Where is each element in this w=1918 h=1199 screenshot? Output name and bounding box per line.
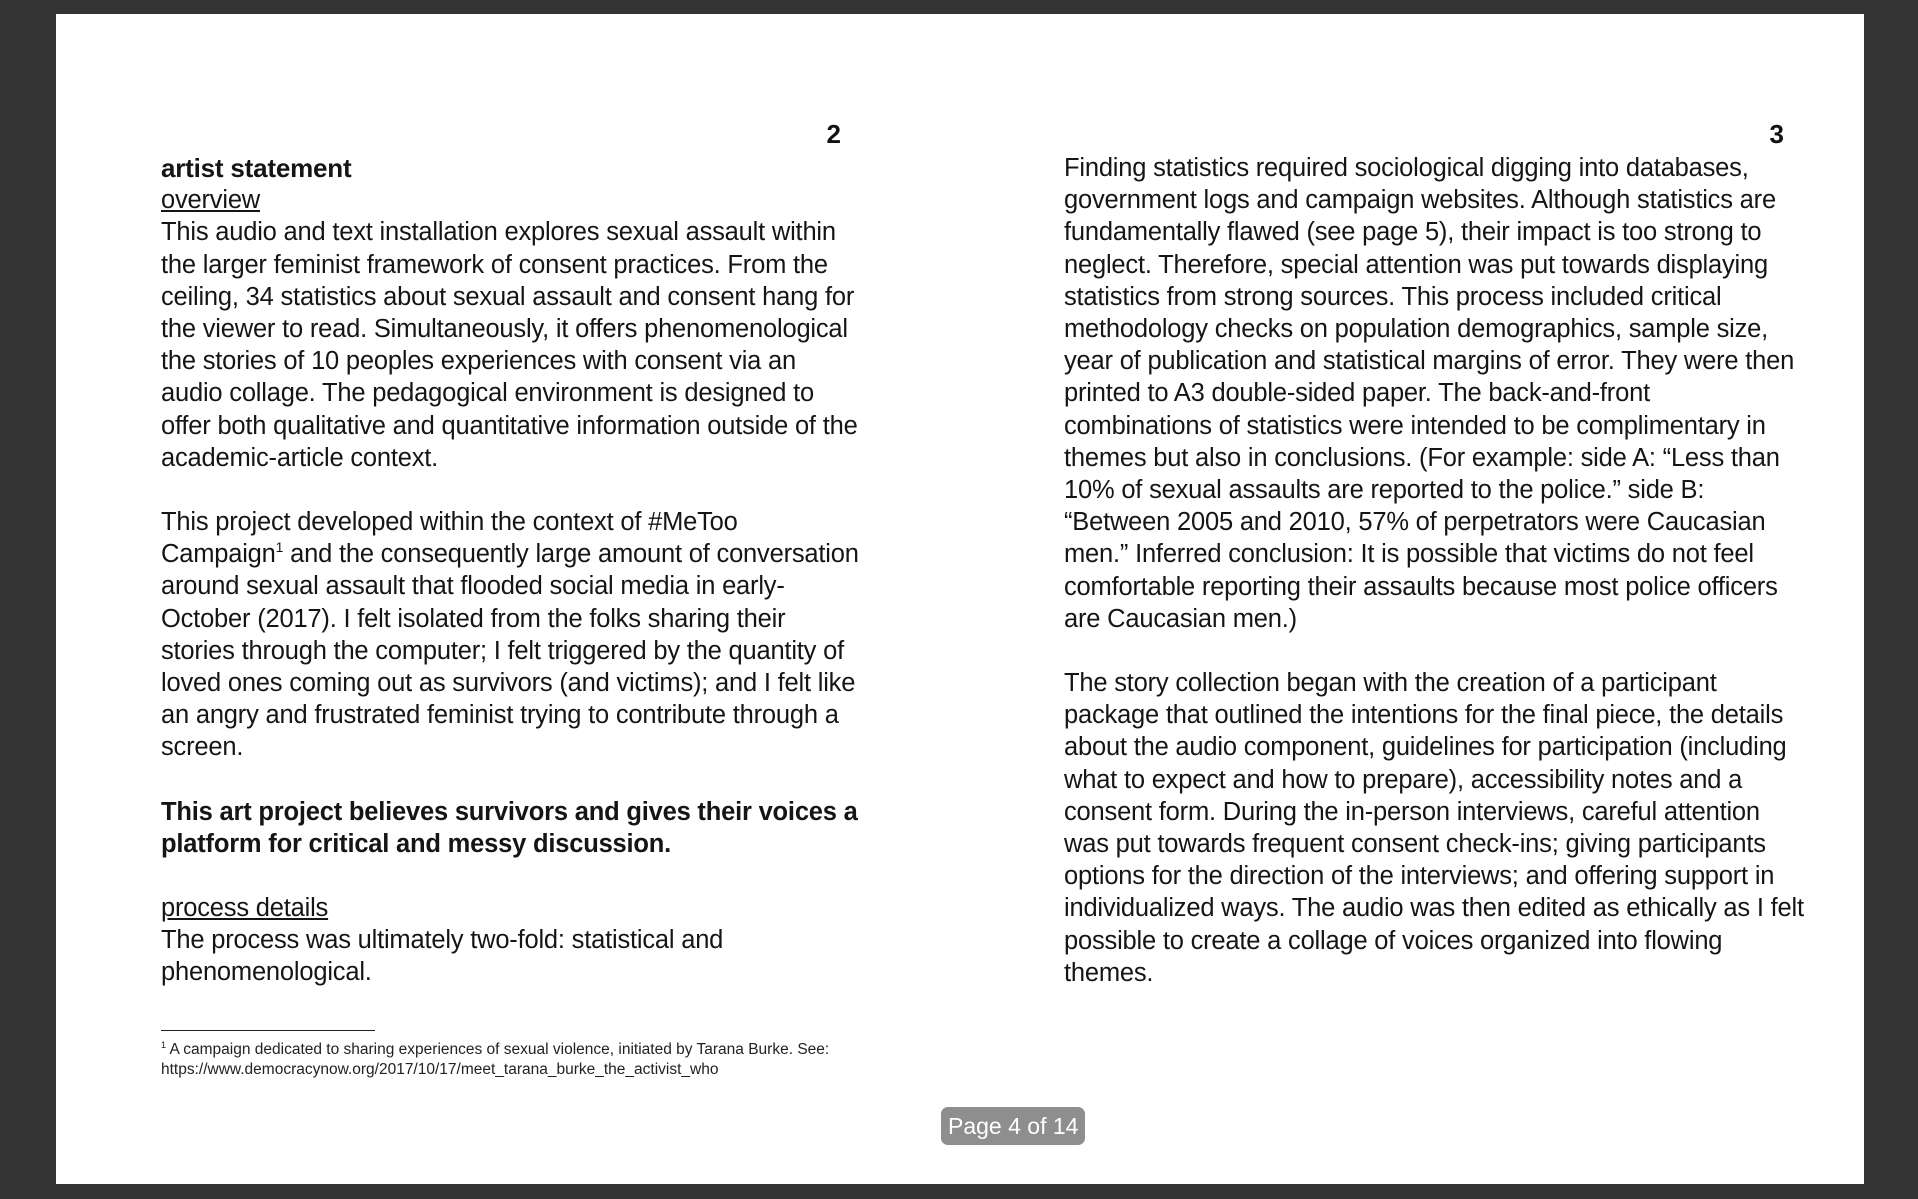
process-paragraph: The process was ultimately two-fold: statistical and phenomenological.	[161, 926, 724, 987]
context-text-start: This project developed within the context of #MeToo Campaign	[161, 508, 738, 569]
left-page-body	[161, 152, 861, 989]
overview-paragraph: This audio and text installation explores sexual assault within the larger feminist framework of consent practices. From the ceiling, 34 statistics about sexual assault and consent hang for the viewer to read. Simultaneously, it offers phenomenological the stories of 10 peoples experiences with consent via an audio collage. The pedagogical environment is designed to offer both qualitative and quantitative information outside of the academic-article context.	[161, 218, 858, 472]
statistics-paragraph: Finding statistics required sociological digging into databases, government logs and campaign websites. Although statistics are fundamentally flawed (see page 5), their impact is too strong to neglect. Therefore, special attention was put towards displaying statistics from strong sources. This process included critical methodology checks on population demographics, sample size, year of publication and statistical margins of error. They were then printed to A3 double-sided paper. The back-and-front combinations of statistics were intended to be complimentary in themes but also in conclusions. (For example: side A: “Less than 10% of sexual assaults are reported to the police.” side B: “Between 2005 and 2010, 57% of perpetrators were Caucasian men.” Inferred conclusion: It is possible that victims do not feel comfortable reporting their assaults because most police officers are Caucasian men.)	[1064, 154, 1795, 633]
footnote	[161, 1040, 881, 1080]
page-indicator: Page 4 of 14	[941, 1107, 1085, 1145]
context-paragraph	[161, 506, 861, 764]
overview-subheading: overview	[161, 186, 261, 215]
footnote-text: A campaign dedicated to sharing experiences of sexual violence, initiated by Tarana Burke. See: https://www.democracynow.org/2017/10/17/meet_tarana_burke_the_activist_who	[161, 1041, 830, 1078]
story-collection-paragraph: The story collection began with the creation of a participant package that outlined the intentions for the final piece, the details about the audio component, guidelines for participation (including what to expect and how to prepare), accessibility notes and a consent form. During the in-person interviews, careful attention was put towards frequent consent check-ins; giving participants options for the direction of the interviews; and offering support in individualized ways. The audio was then edited as ethically as I felt possible to create a collage of voices organized into flowing themes.	[1064, 669, 1804, 987]
bold-statement: This art project believes survivors and gives their voices a platform for critical and messy discussion.	[161, 797, 858, 858]
section-heading: artist statement	[161, 153, 352, 183]
page-spread	[56, 14, 1864, 1184]
page-number: 2	[826, 119, 841, 149]
footnote-marker: 1	[161, 1040, 167, 1050]
right-page-body	[1064, 152, 1804, 989]
context-text-end: and the consequently large amount of conversation around sexual assault that flooded social media in early-October (2017). I felt isolated from the folks sharing their stories through the computer; I felt triggered by the quantity of loved ones coming out as survivors (and victims); and I felt like an angry and frustrated feminist trying to contribute through a screen.	[161, 540, 859, 762]
footnote-divider	[161, 1030, 375, 1031]
footnote-reference[interactable]: 1	[275, 539, 284, 556]
left-page	[161, 14, 901, 1184]
right-page	[1064, 14, 1816, 1184]
process-subheading: process details	[161, 894, 329, 923]
page-number: 3	[1769, 119, 1784, 149]
